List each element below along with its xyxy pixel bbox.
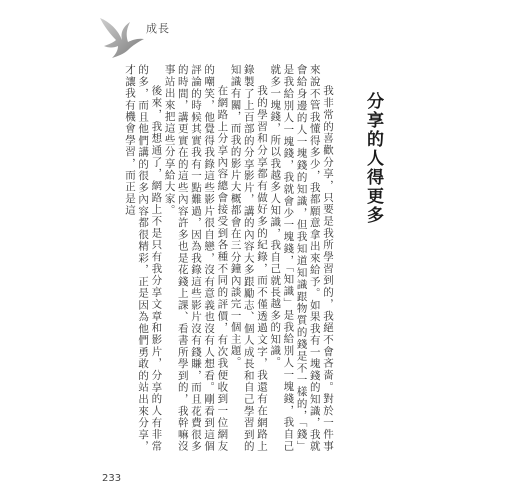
paragraph: 後來，我想通了，網路上不是只有我分享文章和影片，分享的人有非常的多，而且他們講的很多內容都很精彩，正是因為他們勇敢的站出來分享，才讓我有機會學習，而正是這 — [123, 64, 163, 452]
dove-icon — [96, 12, 146, 60]
body-text — [123, 64, 334, 452]
paragraph: 在網路上分享內容總會接受到各種不同的評價，有次我便收到一位網友的嘲笑，他覺得我錄這些影片很自戀，沒有意義也沒有人想看。剛看到這個評論的時候其實我有一點難過，因為我錄這些影片沒有錢賺，而且花費很多的時間，講更實在的這些內容許多也是花錢上課、看書所學到的，我幹嘛沒事站出來把這些分享給大家。 — [163, 64, 229, 452]
paragraph: 我的學習和分享都有做好多的紀錄，而不僅透過文字，我還有在網路上錄製了上百部的分享影片，講的內容大多跟勵志、個人成長和自己學習到的知識有關，而我的影片大概都會在三分鐘內談完一個主題。 — [229, 64, 268, 452]
paragraph: 我非常的喜歡分享，只要是我所學習到的，我絕不會吝嗇。對於一件事來說不管我懂得多少，我都願意拿出來給予。如果我有一塊錢的知識，我就會給身邊的人一塊錢的知識，但我知道知識跟物質的錢是不一樣的，「錢」是我給別人一塊錢，我就會少一塊錢，「知識」是我給別人一塊錢，我自己就多一塊錢，所以我越多人知識，我自己就長越多的知識。 — [269, 64, 334, 452]
section-label: 成長 — [146, 22, 170, 35]
page-number: 233 — [102, 473, 122, 484]
chapter-title: 分享的人得更多 — [363, 92, 383, 225]
